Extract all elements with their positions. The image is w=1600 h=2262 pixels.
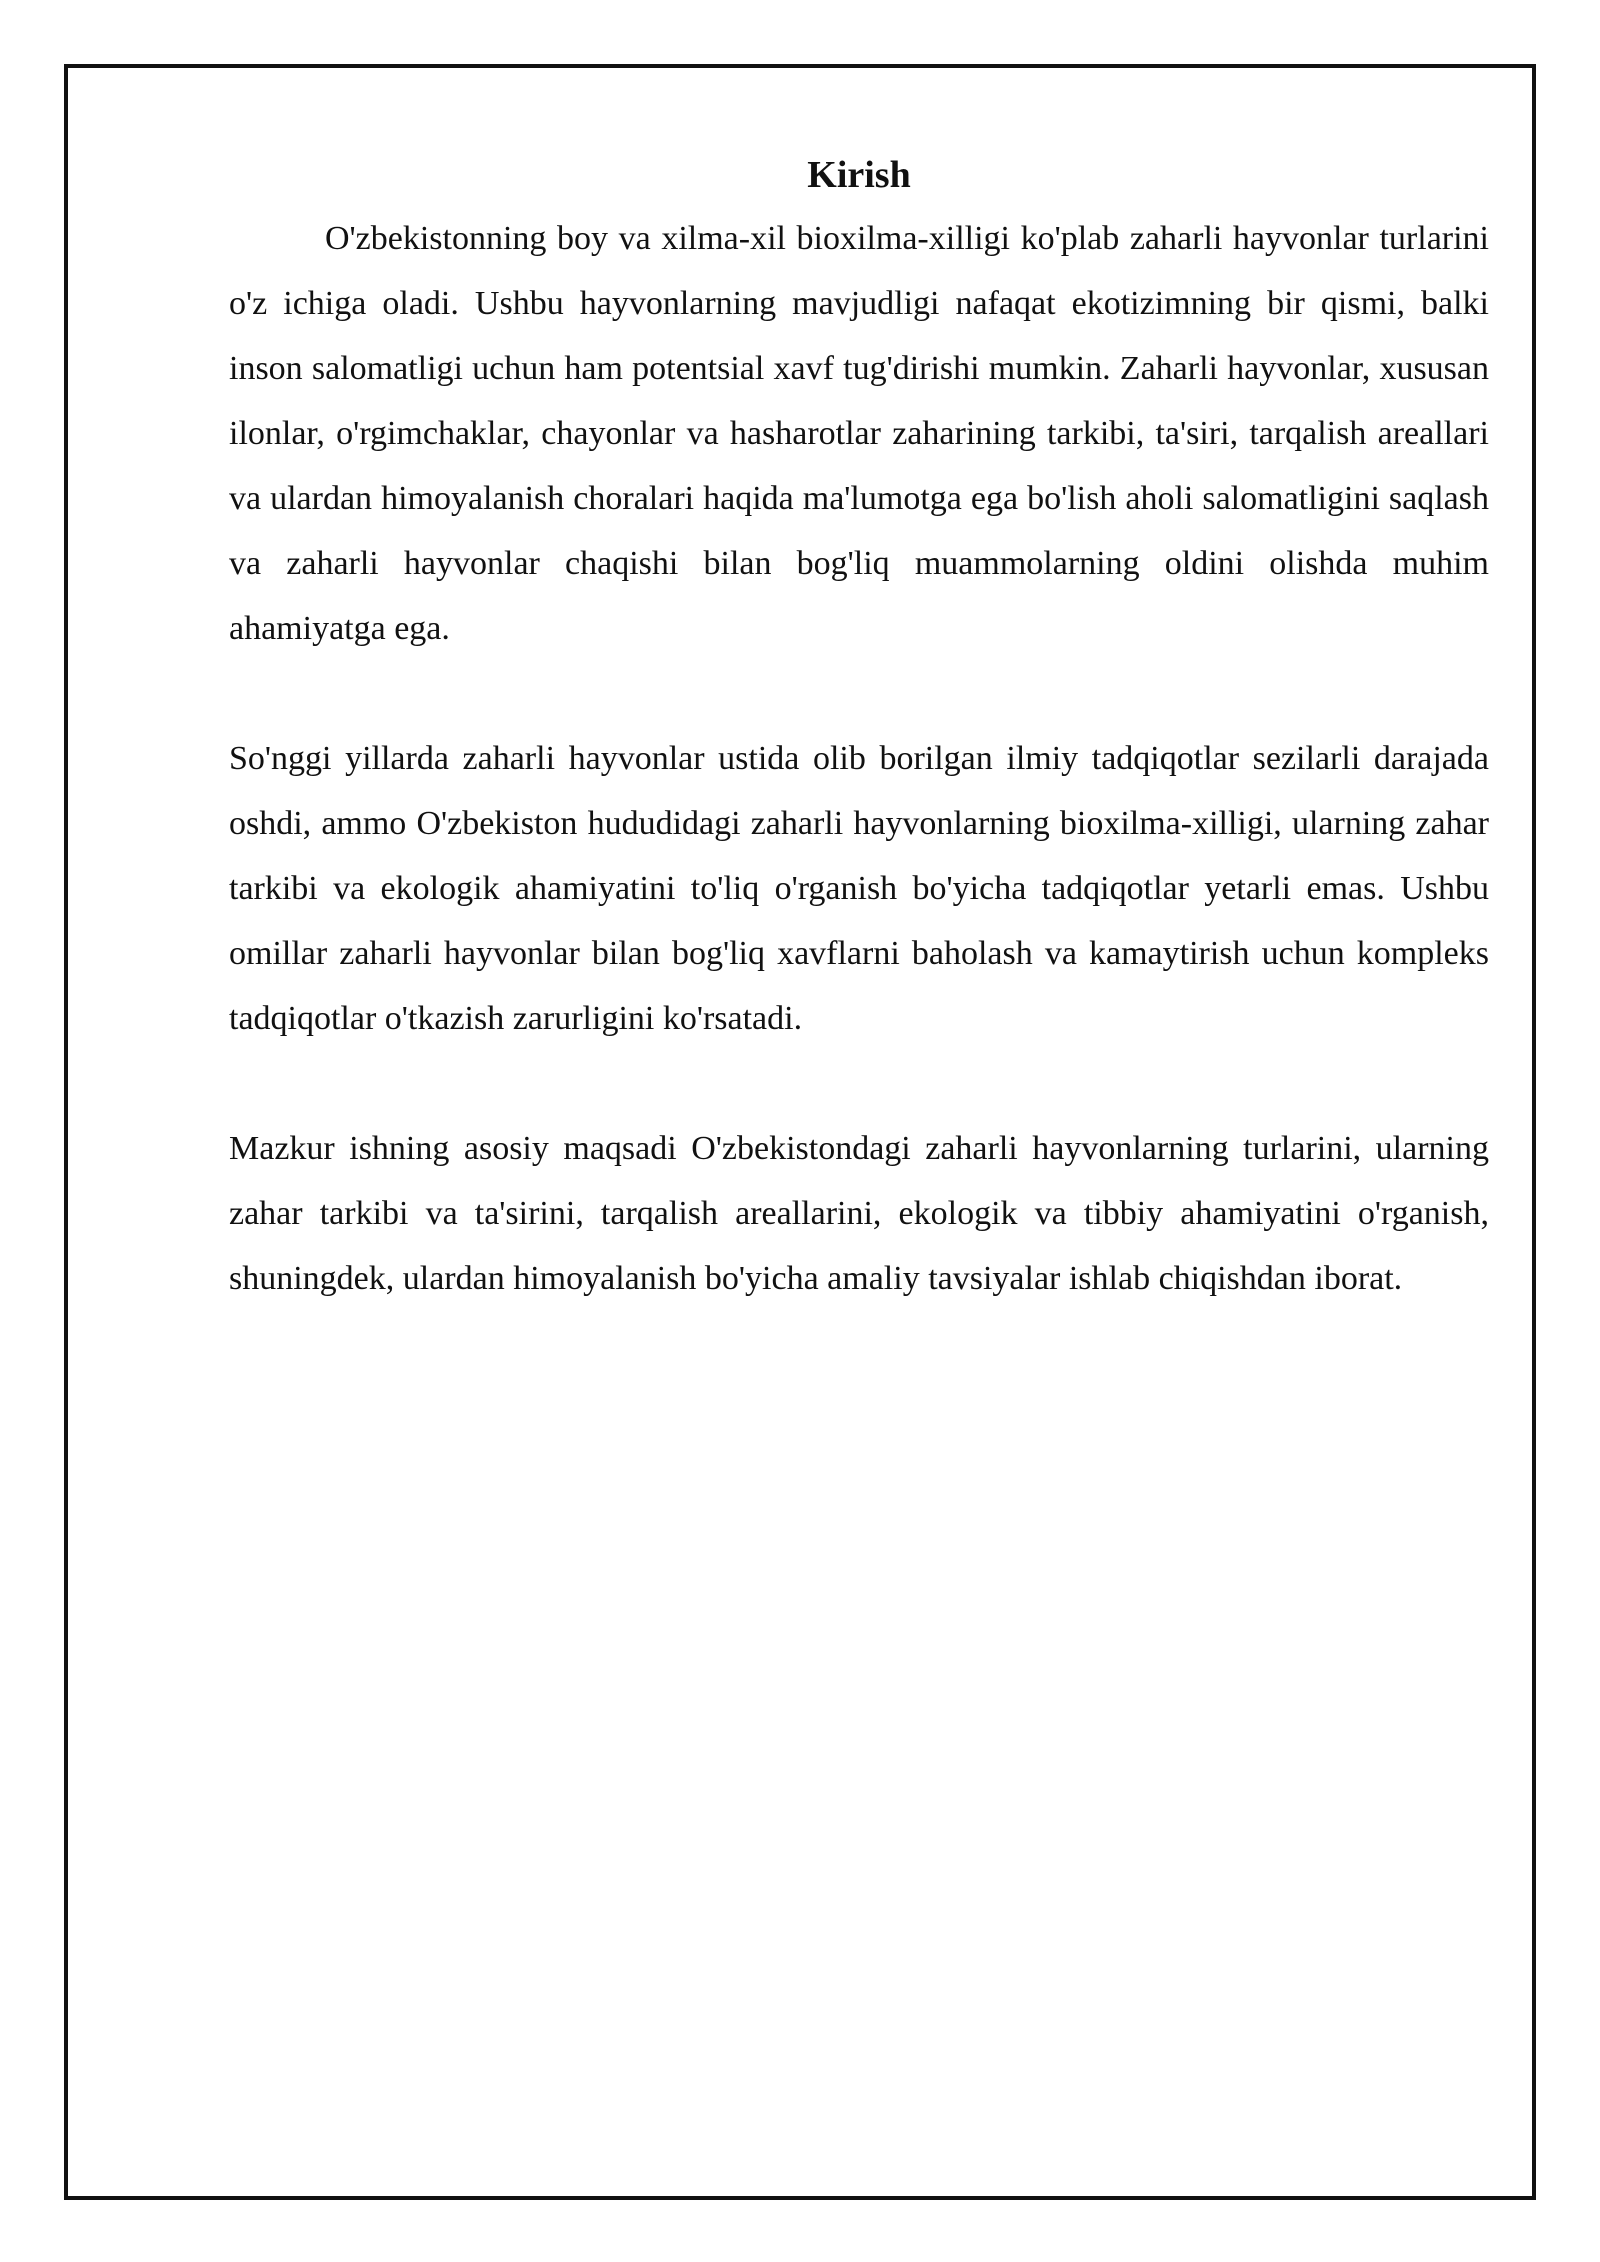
document-title: Kirish [807,154,911,196]
paragraph-research-status: So'nggi yillarda zaharli hayvonlar ustida olib borilgan ilmiy tadqiqotlar sezilarli darajada oshdi, ammo O'zbekiston hududidagi zaharli hayvonlarning bioxilma-xilligi, ularning zahar tarkibi va ekologik ahamiyatini to'liq o'rganish bo'yicha tadqiqotlar yetarli emas. Ushbu omillar zaharli hayvonlar bilan bog'liq xavflarni baholash va kamaytirish uchun kompleks tadqiqotlar o'tkazish zarurligini ko'rsatadi. [229,740,1489,1037]
paragraph-objective: Mazkur ishning asosiy maqsadi O'zbekistondagi zaharli hayvonlarning turlarini, ularning zahar tarkibi va ta'sirini, tarqalish areallarini, ekologik va tibbiy ahamiyatini o'rganish, shuningdek, ulardan himoyalanish bo'yicha amaliy tavsiyalar ishlab chiqishdan iborat. [229,1130,1489,1297]
document-body [229,150,1489,1311]
paragraph-introduction: O'zbekistonning boy va xilma-xil bioxilma-xilligi ko'plab zaharli hayvonlar turlarini o'z ichiga oladi. Ushbu hayvonlarning mavjudligi nafaqat ekotizimning bir qismi, balki inson salomatligi uchun ham potentsial xavf tug'dirishi mumkin. Zaharli hayvonlar, xususan ilonlar, o'rgimchaklar, chayonlar va hasharotlar zaharining tarkibi, ta'siri, tarqalish areallari va ulardan himoyalanish choralari haqida ma'lumotga ega bo'lish aholi salomatligini saqlash va zaharli hayvonlar chaqishi bilan bog'liq muammolarning oldini olishda muhim ahamiyatga ega. [229,220,1489,647]
